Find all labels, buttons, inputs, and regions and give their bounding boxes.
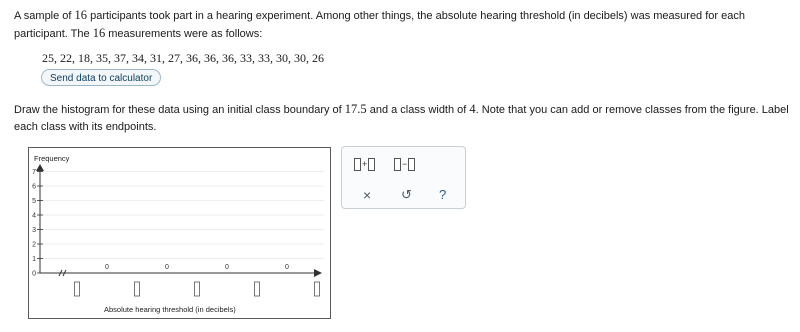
y-tick-label: 0 — [32, 270, 36, 278]
y-tick-label: 6 — [32, 183, 36, 191]
problem-intro — [14, 7, 790, 43]
boundary-inputs — [75, 282, 320, 296]
tool-panel — [341, 146, 466, 209]
y-tick-label: 3 — [32, 227, 36, 234]
y-tick-label: 2 — [32, 241, 36, 249]
remove-class-icon: − — [402, 159, 408, 169]
class-boundary-input[interactable] — [315, 282, 320, 296]
class-frequency-label[interactable]: 0 — [225, 264, 229, 271]
y-axis-arrow-icon — [36, 164, 44, 171]
x-axis-label: Absolute hearing threshold (in decibels) — [104, 305, 236, 314]
undo-button[interactable]: ↺ — [401, 187, 412, 202]
class-boundary-input[interactable] — [255, 282, 260, 296]
add-class-icon: + — [362, 159, 368, 169]
participant-count: 16 — [74, 8, 88, 22]
class-boundary-input[interactable] — [195, 282, 200, 296]
instr-text-3: . Note that you can add or remove classes from the figure. Label each class with its endpoints. — [14, 104, 789, 133]
y-tick-label: 4 — [32, 212, 36, 220]
y-tick-label: 7 — [32, 169, 36, 176]
class-frequency-label[interactable]: 0 — [285, 264, 289, 271]
histogram-canvas[interactable] — [29, 148, 332, 320]
class-boundary-input[interactable] — [135, 282, 140, 296]
class-bars — [105, 264, 289, 271]
remove-class-icon-box-left — [394, 158, 401, 171]
histogram-graph[interactable] — [28, 147, 331, 319]
y-axis-label: Frequency — [34, 154, 70, 163]
remove-class-button[interactable] — [394, 155, 415, 173]
data-values: 25, 22, 18, 35, 37, 34, 31, 27, 36, 36, 36, 33, 33, 30, 30, 26 — [42, 51, 324, 65]
class-frequency-label[interactable]: 0 — [105, 264, 109, 271]
add-class-icon-box-right — [368, 158, 375, 171]
measurement-count: 16 — [92, 26, 106, 40]
add-class-icon-box-left — [354, 158, 361, 171]
remove-class-icon-box-right — [408, 158, 415, 171]
intro-text-1: A sample of — [14, 10, 75, 22]
send-data-button[interactable]: Send data to calculator — [41, 69, 161, 86]
x-axis-arrow-icon — [314, 269, 322, 277]
intro-text-2: participants took part in a hearing experiment. Among other things, the absolute hearing threshold (in decibels) was measured for each participant. The — [14, 10, 745, 40]
y-ticks — [32, 169, 43, 278]
gridlines — [40, 172, 324, 259]
class-boundary-input[interactable] — [75, 282, 80, 296]
class-frequency-label[interactable]: 0 — [165, 264, 169, 271]
initial-boundary: 17.5 — [344, 102, 367, 116]
help-button[interactable]: ? — [439, 187, 447, 202]
instr-text-1: Draw the histogram for these data using an initial class boundary of — [14, 104, 345, 116]
y-tick-label: 5 — [32, 198, 36, 205]
add-class-button[interactable] — [354, 155, 375, 173]
y-tick-label: 1 — [32, 256, 36, 263]
class-width: 4 — [469, 102, 476, 116]
instr-text-2: and a class width of — [366, 104, 470, 116]
problem-instructions — [14, 101, 790, 136]
intro-text-3: measurements were as follows: — [105, 28, 263, 40]
clear-button[interactable]: × — [363, 187, 372, 203]
